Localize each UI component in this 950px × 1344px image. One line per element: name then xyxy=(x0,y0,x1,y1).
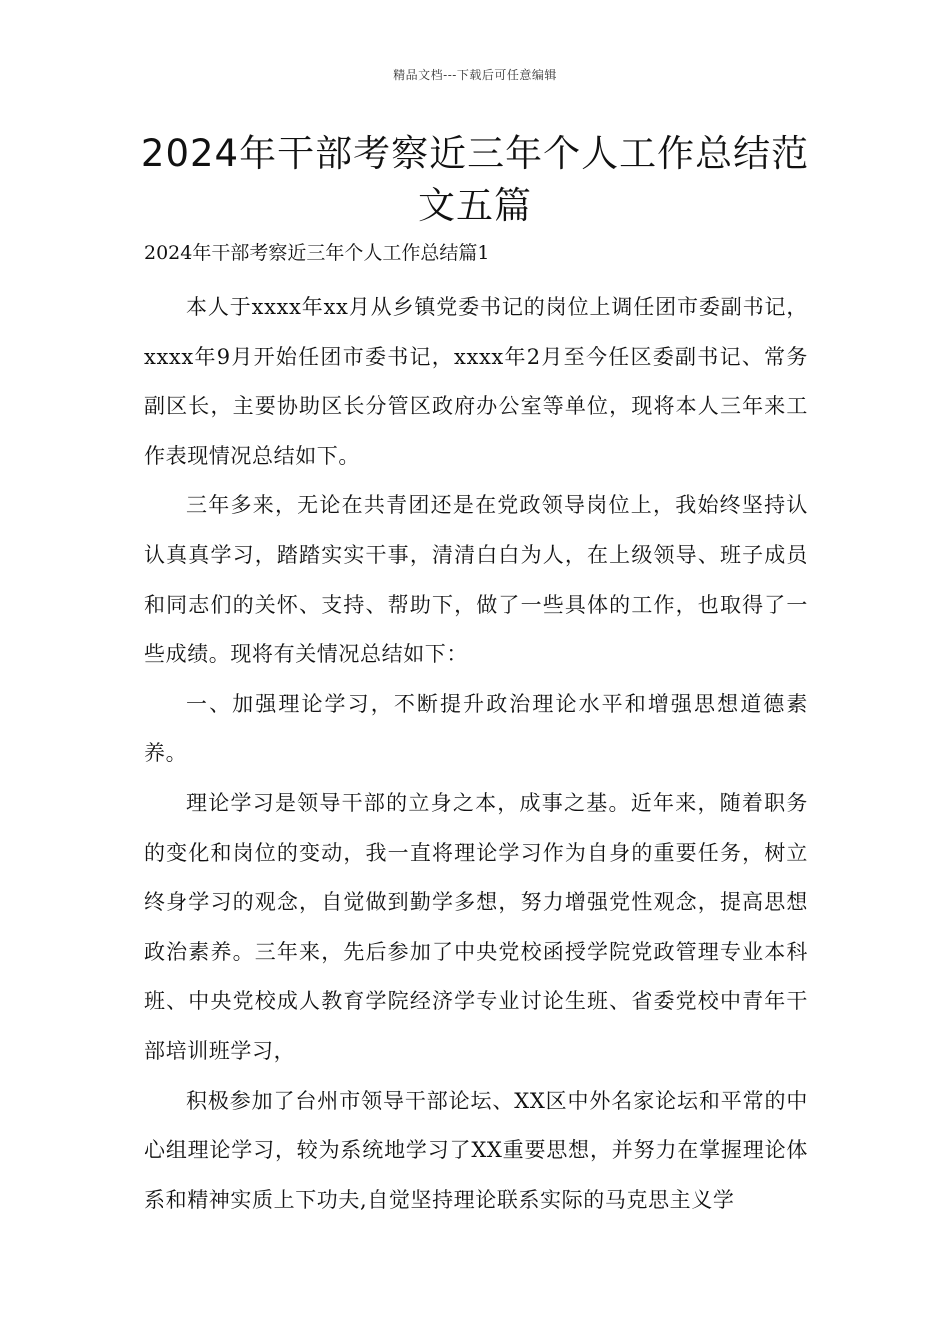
header-note: 精品文档---下载后可任意编辑 xyxy=(393,68,557,82)
document-title: 2024年干部考察近三年个人工作总结范文五篇 xyxy=(140,132,810,227)
paragraph: 积极参加了台州市领导干部论坛、XX区中外名家论坛和平常的中心组理论学习，较为系统地学习了XX重要思想，并努力在掌握理论体系和精神实质上下功夫,自觉坚持理论联系实际的马克思主义学 xyxy=(144,1088,808,1212)
paragraph: 本人于xxxx年xx月从乡镇党委书记的岗位上调任团市委副书记，xxxx年9月开始任团市委书记，xxxx年2月至今任区委副书记、常务副区长，主要协助区长分管区政府办公室等单位，现将本人三年来工作表现情况总结如下。 xyxy=(144,295,808,468)
section-title: 2024年干部考察近三年个人工作总结篇1 xyxy=(144,242,490,264)
paragraph-heading: 一、加强理论学习，不断提升政治理论水平和增强思想道德素养。 xyxy=(144,691,808,766)
paragraph: 三年多来，无论在共青团还是在党政领导岗位上，我始终坚持认认真真学习，踏踏实实干事，清清白白为人，在上级领导、班子成员和同志们的关怀、支持、帮助下，做了一些具体的工作，也取得了一些成绩。现将有关情况总结如下： xyxy=(144,493,808,667)
body-text xyxy=(144,283,808,1225)
paragraph: 理论学习是领导干部的立身之本，成事之基。近年来，随着职务的变化和岗位的变动，我一直将理论学习作为自身的重要任务，树立终身学习的观念，自觉做到勤学多想，努力增强党性观念，提高思想政治素养。三年来，先后参加了中央党校函授学院党政管理专业本科班、中央党校成人教育学院经济学专业讨论生班、省委党校中青年干部培训班学习， xyxy=(144,790,808,1063)
